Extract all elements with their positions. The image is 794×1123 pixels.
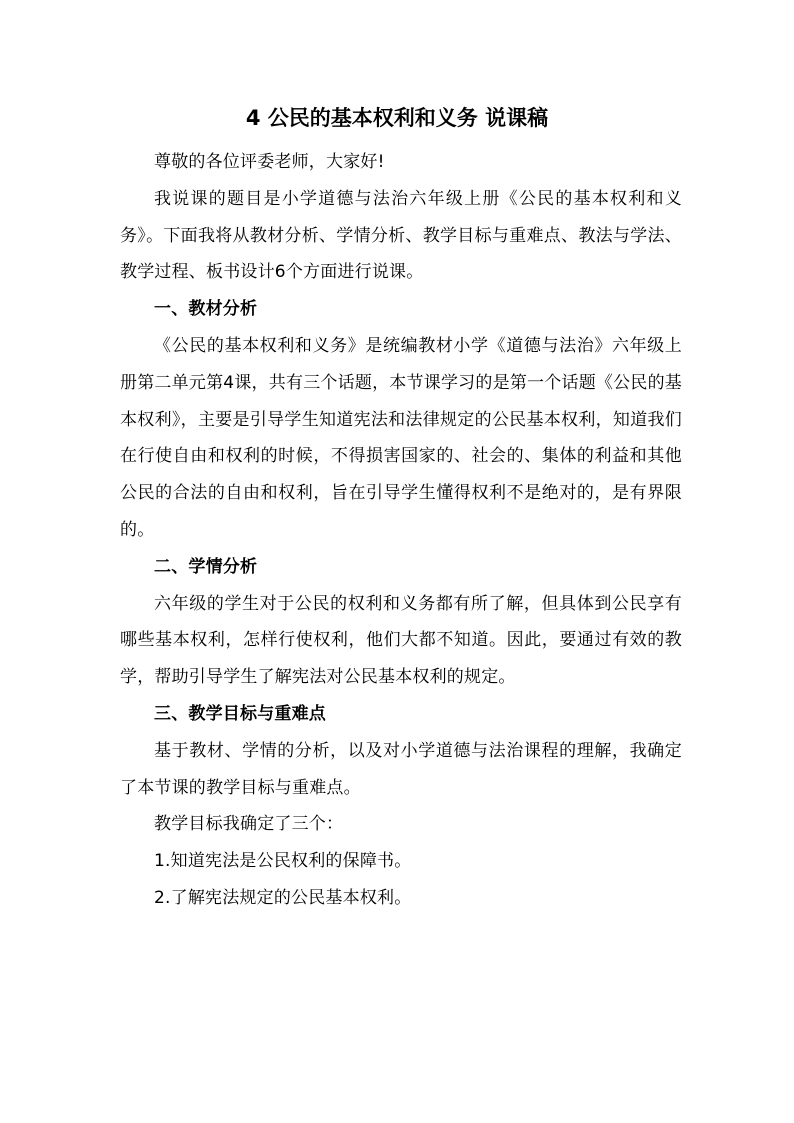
goal-item-1: 1.知道宪法是公民权利的保障书。 xyxy=(154,851,412,872)
section-heading-student-analysis: 二、学情分析 xyxy=(154,556,258,577)
teaching-goals-paragraph: 基于教材、学情的分析，以及对小学道德与法治课程的理解，我确定了本节课的教学目标与重难点。 xyxy=(120,740,682,798)
student-analysis-paragraph: 六年级的学生对于公民的权利和义务都有所了解，但具体到公民享有哪些基本权利，怎样行使权利，他们大都不知道。因此，要通过有效的教学，帮助引导学生了解宪法对公民基本权利的规定。 xyxy=(120,593,682,688)
greeting-paragraph: 尊敬的各位评委老师，大家好! xyxy=(154,152,385,172)
goal-item-2: 2.了解宪法规定的公民基本权利。 xyxy=(154,887,412,908)
document-title: 4 公民的基本权利和义务 说课稿 xyxy=(245,106,549,130)
document-body xyxy=(120,144,682,917)
goals-intro-paragraph: 教学目标我确定了三个： xyxy=(154,814,344,835)
section-heading-textbook-analysis: 一、教材分析 xyxy=(154,299,258,320)
textbook-analysis-paragraph: 《公民的基本权利和义务》是统编教材小学《道德与法治》六年级上册第二单元第4课，共有三个话题，本节课学习的是第一个话题《公民的基本权利》，主要是引导学生知道宪法和法律规定的公民基本权利，知道我们在行使自由和权利的时候，不得损害国家的、社会的、集体的利益和其他公民的合法的自由和权利，旨在引导学生懂得权利不是绝对的，是有界限的。 xyxy=(120,335,682,540)
section-heading-teaching-goals: 三、教学目标与重难点 xyxy=(154,703,326,724)
intro-paragraph: 我说课的题目是小学道德与法治六年级上册《公民的基本权利和义务》。下面我将从教材分析、学情分析、教学目标与重难点、教法与学法、教学过程、板书设计6个方面进行说课。 xyxy=(120,188,682,283)
